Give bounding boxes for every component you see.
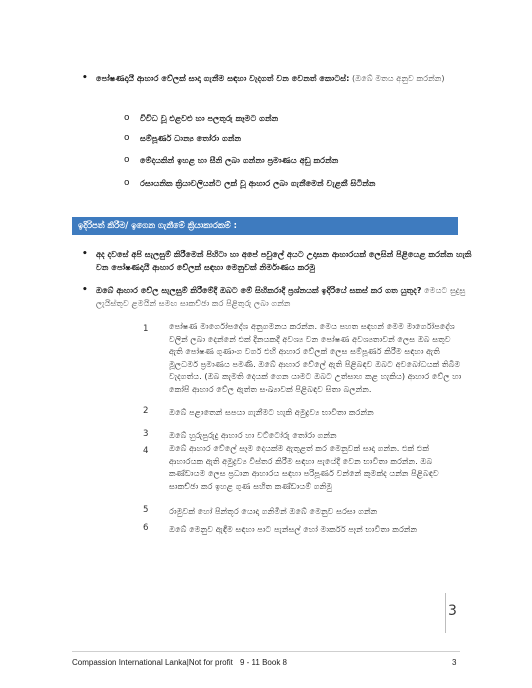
- sub-item-text: විවිධ වූ එළවළු හා පලතුරු කෑමට ගන්න: [140, 113, 279, 123]
- bullet-item: [82, 248, 476, 273]
- page-number-large: 3: [448, 603, 457, 619]
- bullet-item: [82, 284, 476, 309]
- list-item-text: රාමුවක් හෝ පින්තූර යොදා ගනිමින් ඔබේ මෙනුව සරසා ගන්න: [169, 506, 378, 516]
- list-number: 4: [143, 446, 149, 456]
- footer-page-number: 3: [452, 658, 457, 667]
- page-number-divider: [445, 593, 446, 633]
- list-number: 2: [143, 406, 149, 416]
- sub-item-text: මේදයකින් ඉහළ හා සීනි ලබා ගන්නා ප්‍රමාණය අඩු කරන්න: [140, 155, 339, 165]
- bullet-bold-text: අද දවසේ අපි සැලසුම් කිරීමෙන් පිහිටා හා අපේ පවුලේ අයට උදාසන ආහාරයක් ලෙසින් පිළියෙළ කරන්න හැකි වන පෝෂණදායී ආහාර වේලක් සඳහා මෙනුවක් නිර්මාණය කරමු: [96, 249, 472, 272]
- list-number: 3: [143, 429, 149, 439]
- circle-bullet-icon: ο: [124, 155, 130, 165]
- circle-bullet-icon: ο: [124, 133, 130, 143]
- bullet-dot-icon: •: [82, 285, 88, 295]
- sub-item-text: සම්පූර්ණ ධාන්‍ය තෝරා ගන්න: [140, 133, 242, 143]
- sub-item-text: රසායනික ක්‍රියාවලියන්ට ලක් වූ ආහාර ලබා ගැනීමෙන් වැළකී සිටින්න: [140, 178, 376, 188]
- bullet-note-text: මෙයට සුදුසු ලැයිස්තුව ළමයින් සමඟ සාකච්ඡා කර පිළිතුරු ලබා ගන්න: [96, 285, 466, 308]
- list-item-text: ඔබේ මෙනුව ඇඳීම සඳහා පාට පැන්සල් හෝ මාර්කර් පෑන් භාවිතා කරන්න: [169, 524, 418, 534]
- bullet-item: [82, 72, 476, 85]
- footer-divider: [72, 651, 460, 652]
- list-number: 1: [143, 324, 149, 334]
- footer-organization: Compassion International Lanka|Not for profit: [72, 658, 233, 667]
- sub-list-item: [124, 133, 242, 144]
- list-item-text: ඔබේ පළාතෙන් සපයා ගැනීමට හැකි අමුද්‍රව්‍ය භාවිතා කරන්න: [169, 407, 374, 417]
- list-number: 6: [143, 523, 149, 533]
- bullet-dot-icon: •: [82, 249, 88, 259]
- list-number: 5: [143, 505, 149, 515]
- section-title: ඉදිරිපත් කිරීම/ ඉගෙන ගැනීමේ ක්‍රියාකාරකම් :: [78, 220, 237, 230]
- bullet-bold-text: පෝෂණදායී ආහාර වේලක් සාදා ගැනීම සඳහා වැදගත් වන වෙනත් කොටස්:: [96, 73, 350, 83]
- sub-list-item: [124, 113, 279, 124]
- list-item-text: පෝෂණ මාර්ගෝපදේශ අනුගමනය කරන්න. මෙය පහත සඳහන් මෙම මාර්ගෝපදේශ වලින් ලබා දෙන්නේ එක් දිනයකදී අවශ්‍ය වන පෝෂණ අවශ්‍යතාවන් ලෙස ඔබ සතුව ඇති පෝෂණ ගුණාංග වර්ග එහි ආහාර වේලක් ලෙස සම්පූර්ණ කිරීම සඳහා ඇති මූලධර්ම ප්‍රමාණය පමණි. ඔබේ ආහාර වේලේ ඇති පිළිබඳව ඔබට අවබෝධයක් තිබීම වැදගත්ය. (ඔබ කැමති දෙයක් ගෙන යාමට ඔබට උත්සාහ කළ හැකිය) ආහාර වේල හා කෝපි ආහාර වේල ඇත්ත සංඛ්‍යාවක් පිළිබඳව සිතා බලන්න.: [169, 321, 462, 394]
- sub-list-item: [124, 155, 339, 166]
- list-item-text: ඔබේ හුරුපුරුදු ආහාර හා වට්ටෝරු තෝරා ගන්න: [169, 430, 337, 440]
- list-item-text: ඔබේ ආහාර වේලේ සෑම දෙයක්ම ඇතුළත් කර මෙනුවක් සාදා ගන්න. එක් එක් ආහාරයක ඇති අමුද්‍රව්‍ය විස්තර කිරීම සඳහා පැයේදී වෙන භාවිතා කරන්න. ඔබ කණ්ඩායම ලෙස ප්‍රධාන ආහාරය සඳහා පරිපූර්ණ වන්නේ කුමක්ද යන්න පිළිබඳව සාකච්ඡා කර ඉහළ ගුණ සහිත කණ්ඩායම් ගනිමු: [169, 443, 439, 491]
- circle-bullet-icon: ο: [124, 178, 130, 188]
- sub-list-item: [124, 178, 376, 189]
- circle-bullet-icon: ο: [124, 113, 130, 123]
- bullet-dot-icon: •: [82, 73, 88, 83]
- footer-book-label: 9 - 11 Book 8: [240, 658, 287, 667]
- bullet-bold-text: ඔබේ ආහාර වේල සැලසුම් කිරීමේදී ඔබට මේ සිහිකරාදී ප්‍රශ්නයක් ඉදිරියේ සකස් කර ගත යුතුද?: [96, 285, 422, 295]
- section-header-bar: [72, 217, 458, 235]
- bullet-note-text: (ඔබේ මතය අනුව කරන්න): [349, 73, 445, 83]
